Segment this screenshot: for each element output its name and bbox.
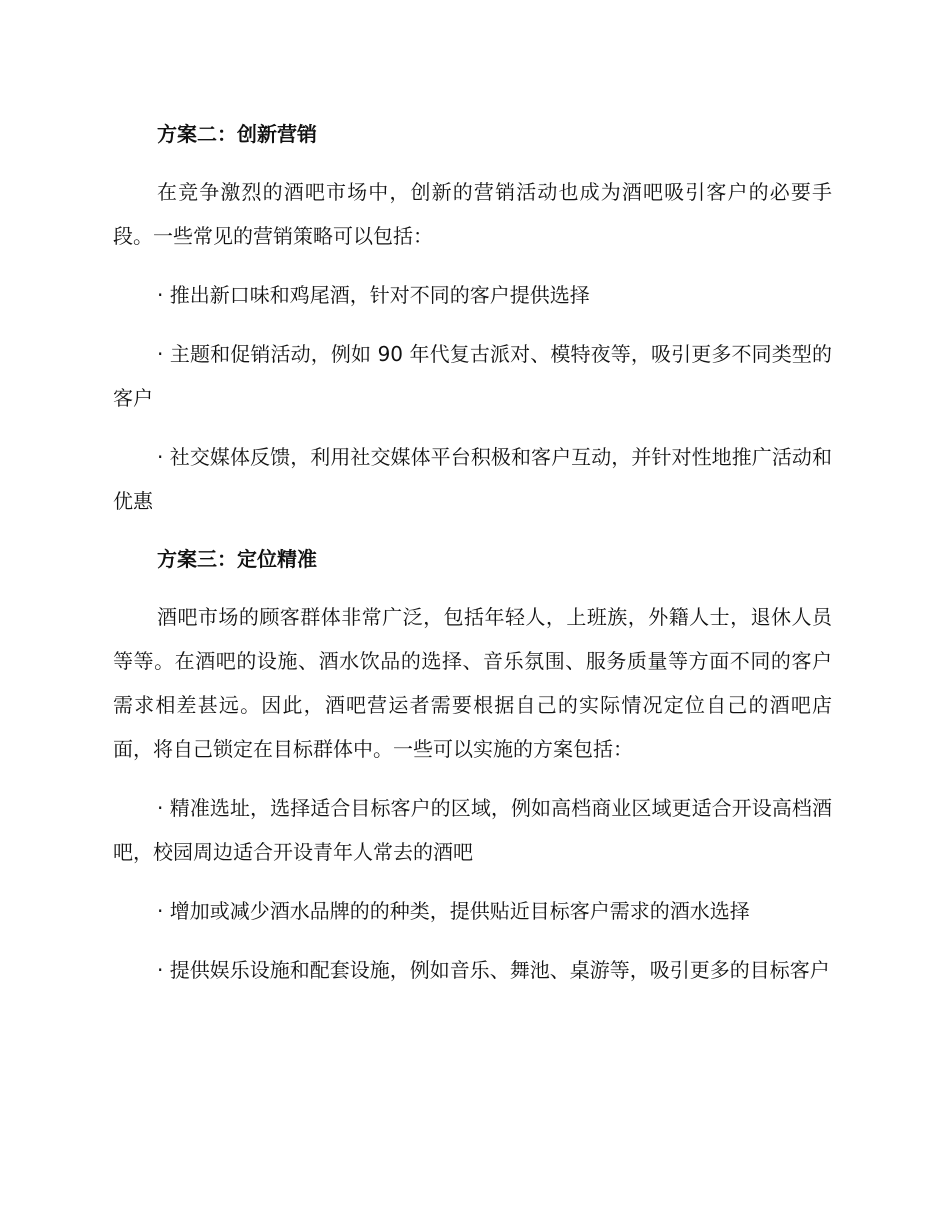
section3-heading: 方案三：定位精准 — [157, 547, 317, 571]
section3-bullet-item: · 精准选址，选择适合目标客户的区域，例如高档商业区域更适合开设高档酒吧，校园周边适合开设青年人常去的酒吧 — [113, 796, 832, 864]
section2-bullet-item: · 推出新口味和鸡尾酒，针对不同的客户提供选择 — [157, 283, 590, 307]
section2-heading: 方案二：创新营销 — [157, 122, 317, 146]
section2-bullet-item: · 主题和促销活动，例如 90 年代复古派对、模特夜等，吸引更多不同类型的客户 — [113, 342, 832, 410]
section3-intro-paragraph: 酒吧市场的顾客群体非常广泛，包括年轻人，上班族，外籍人士，退休人员等等。在酒吧的设施、酒水饮品的选择、音乐氛围、服务质量等方面不同的客户需求相差甚远。因此，酒吧营运者需要根据自己的实际情况定位自己的酒吧店面，将自己锁定在目标群体中。一些可以实施的方案包括： — [113, 605, 832, 761]
section3-bullet-item: · 提供娱乐设施和配套设施，例如音乐、舞池、桌游等，吸引更多的目标客户 — [157, 958, 830, 982]
section2-intro-paragraph: 在竞争激烈的酒吧市场中，创新的营销活动也成为酒吧吸引客户的必要手段。一些常见的营销策略可以包括： — [113, 180, 832, 248]
section2-bullet-item: · 社交媒体反馈，利用社交媒体平台积极和客户互动，并针对性地推广活动和优惠 — [113, 445, 832, 513]
section3-bullet-item: · 增加或减少酒水品牌的的种类，提供贴近目标客户需求的酒水选择 — [157, 899, 750, 923]
